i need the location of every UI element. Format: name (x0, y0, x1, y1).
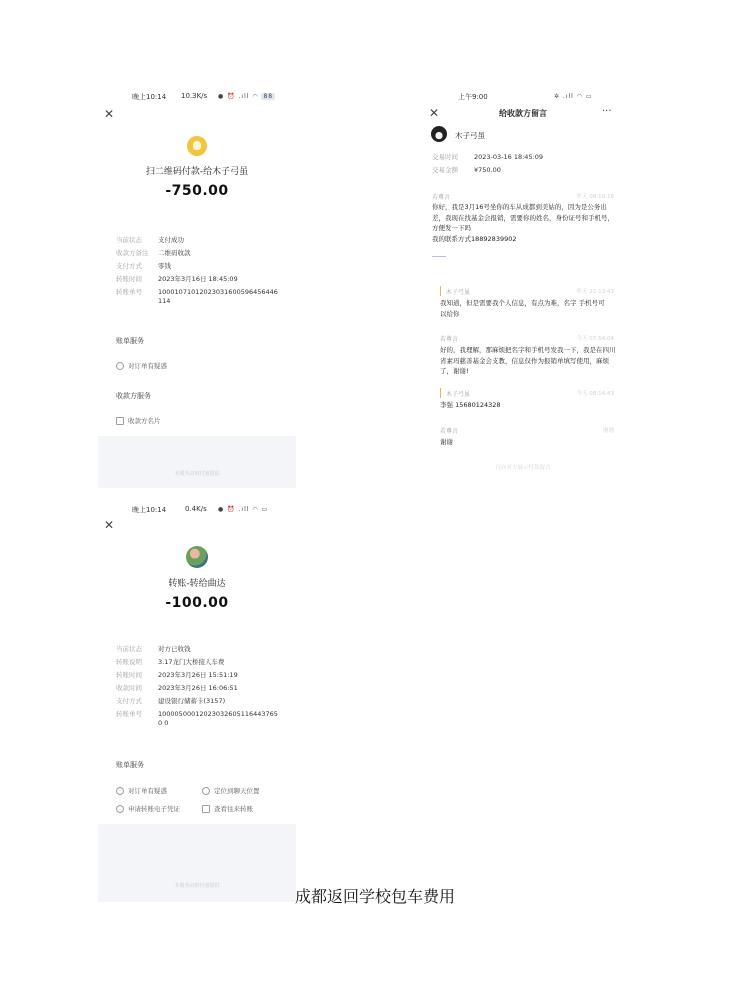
payee-title: 转账-转给曲达 (168, 579, 226, 589)
billing-service-title: 账单服务 (116, 337, 144, 345)
question-icon (116, 787, 124, 795)
footer-area (98, 436, 296, 488)
question-icon (116, 362, 124, 370)
transfer-history-link[interactable] (202, 804, 253, 813)
status-icons: ● ⏰ .ıll ◠ 88 (218, 93, 274, 100)
trade-amount-label: 交易金额 (432, 166, 458, 174)
message-time: 刚刚 (602, 428, 614, 434)
payee-card-label: 收款方名片 (128, 417, 161, 425)
message-sender: 若尊言 (440, 336, 459, 343)
payment-amount: -100.00 (165, 595, 229, 611)
detail-row (116, 697, 286, 707)
detail-key: 转账时间 (116, 671, 142, 679)
trade-time-label: 交易时间 (432, 153, 458, 161)
detail-key: 当前状态 (116, 236, 142, 244)
receipt-screenshot-2 (98, 500, 296, 902)
contact-avatar (431, 126, 447, 142)
detail-key: 支付方式 (116, 262, 142, 270)
detail-key: 收款方备注 (116, 249, 149, 257)
message-time: 今天 08:14:43 (576, 391, 614, 397)
chat-title: 给收款方留言 (499, 109, 547, 118)
detail-value: 2023年3月26日 16:06:51 (158, 684, 238, 692)
detail-value: 10001071012023031600596456446114 (158, 288, 278, 305)
message-time: 今天 07:54:04 (576, 336, 614, 342)
detail-row (116, 262, 286, 272)
message-text: 李强 15680124328 (440, 401, 501, 409)
detail-key: 转账说明 (116, 658, 142, 666)
message-sender: 若尊言 (440, 428, 459, 435)
trade-time-row (432, 153, 612, 163)
detail-row (116, 684, 286, 694)
footer-note: 本服务由财付通提供 (174, 471, 220, 477)
payment-amount: -750.00 (165, 183, 229, 199)
status-time: 晚上10:14 (132, 93, 167, 101)
card-icon (116, 417, 124, 425)
action-label: 查看往来转账 (214, 805, 253, 813)
payee-coin-icon (187, 136, 207, 156)
detail-key: 转账单号 (116, 710, 142, 718)
action-label: 定位到聊天位置 (214, 787, 260, 795)
close-icon[interactable]: ✕ (104, 518, 115, 532)
payee-card-link[interactable] (116, 416, 161, 425)
payee-service-title: 收款方服务 (116, 392, 151, 400)
detail-value: 2023年3月26日 15:51:19 (158, 671, 238, 679)
action-label: 申请转账电子凭证 (128, 805, 180, 813)
detail-key: 收款时间 (116, 684, 142, 692)
trade-time-value: 2023-03-16 18:45:09 (474, 153, 544, 161)
voucher-icon (116, 805, 124, 813)
footer-note: 本服务由财付通提供 (174, 883, 220, 889)
detail-row (116, 236, 286, 246)
billing-service-title: 账单服务 (116, 761, 144, 769)
detail-value: 支付成功 (158, 236, 184, 244)
order-question-link[interactable] (116, 786, 167, 795)
chat-icon (202, 787, 210, 795)
detail-value: 零钱 (158, 262, 171, 270)
history-icon (202, 805, 210, 813)
chat-screenshot (422, 86, 624, 478)
detail-row (116, 288, 286, 308)
detail-row (116, 275, 286, 285)
quote-bar (440, 286, 441, 296)
status-icons: ✲ .ıll ◠ ▭ (554, 93, 593, 100)
close-icon[interactable]: ✕ (104, 107, 115, 121)
locate-chat-link[interactable] (202, 786, 260, 795)
detail-key: 当前状态 (116, 645, 142, 653)
message-time: 昨天 22:13:43 (576, 289, 614, 295)
detail-row (116, 658, 286, 668)
page-caption: 成都返回学校包车费用 (294, 887, 455, 906)
payee-avatar (186, 546, 208, 568)
detail-row (116, 645, 286, 655)
message-sender: 木子弓虽 (446, 391, 471, 398)
detail-key: 转账时间 (116, 275, 142, 283)
close-icon[interactable]: ✕ (429, 106, 440, 120)
detail-value: 2023年3月16日 18:45:09 (158, 275, 238, 283)
attachment-icon (432, 250, 446, 257)
chat-footer-note: 仅向对方展示付款留言 (495, 465, 551, 471)
status-network-speed: 0.4K/s (185, 505, 207, 513)
detail-value: 二维码收款 (158, 249, 191, 257)
status-time: 上午9:00 (458, 93, 488, 101)
message-text: 谢谢 (440, 438, 453, 446)
detail-row (116, 249, 286, 259)
detail-value: 对方已收钱 (158, 645, 191, 653)
trade-amount-row (432, 166, 612, 176)
message-sender: 若尊言 (432, 194, 451, 201)
status-icons: ● ⏰ .ıll ◠ ▭ (218, 506, 269, 513)
status-network-speed: 10.3K/s (181, 92, 208, 100)
order-question-label: 对订单有疑惑 (128, 362, 167, 370)
detail-row (116, 671, 286, 681)
detail-row (116, 710, 286, 730)
more-icon[interactable]: ··· (602, 106, 612, 117)
message-sender: 木子弓虽 (446, 289, 471, 296)
message-text: 我知道，但是需要我个人信息，有点为难，名字 手机号可以给你 (440, 299, 605, 318)
contact-name: 木子弓虽 (455, 131, 485, 140)
message-time: 昨天 09:10:16 (576, 194, 614, 200)
status-time: 晚上10:14 (132, 506, 167, 514)
transfer-voucher-link[interactable] (116, 804, 180, 813)
trade-amount-value: ¥750.00 (474, 166, 501, 174)
message-text: 你好，我是3月16号坐你的车从成都到美姑的，因为是公务出差，我现在找基金会报销，需要你的姓名，身份证号和手机号，方便发一下吗 我的联系方式18892839902 (432, 203, 614, 243)
detail-key: 支付方式 (116, 697, 142, 705)
action-label: 对订单有疑惑 (128, 787, 167, 795)
quote-bar (440, 388, 441, 398)
message-text: 好的，我理解，那麻烦把名字和手机号发我一下，我是在四川省素玛慈善基金会支教，信息仅作为报销单填写使用，麻烦了，谢谢! (440, 346, 616, 375)
order-question-link[interactable] (116, 361, 167, 370)
detail-value: 100005000120230326051164437650 0 (158, 710, 278, 727)
payee-title: 扫二维码付款-给木子弓虽 (145, 167, 249, 177)
detail-value: 3.17龙门大桥接人车费 (158, 658, 225, 666)
detail-key: 转账单号 (116, 288, 142, 296)
receipt-screenshot-1 (98, 86, 296, 488)
detail-value: 建设银行储蓄卡(3157) (158, 697, 226, 705)
